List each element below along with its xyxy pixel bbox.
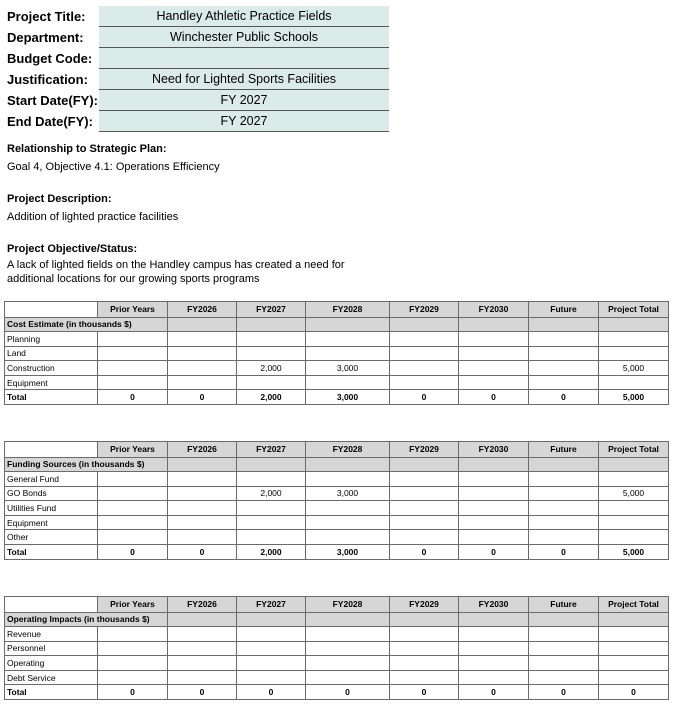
total-value: 0 [237, 685, 306, 700]
row-value [529, 472, 599, 487]
row-value [98, 472, 168, 487]
row-value [237, 346, 306, 361]
row-value [390, 375, 459, 390]
row-value [459, 375, 529, 390]
total-label: Total [5, 685, 98, 700]
row-value [306, 375, 390, 390]
table-row [5, 501, 669, 516]
row-value [459, 515, 529, 530]
row-value [237, 375, 306, 390]
row-value [237, 627, 306, 642]
row-value [98, 501, 168, 516]
section-title-filler [168, 457, 237, 472]
total-value: 0 [390, 390, 459, 405]
section-title-row [5, 612, 669, 627]
table-row [5, 472, 669, 487]
row-value [529, 332, 599, 347]
header-label: Project Title: [7, 8, 86, 24]
row-value [98, 656, 168, 671]
total-value: 0 [98, 545, 168, 560]
row-value: 3,000 [306, 486, 390, 501]
table-row [5, 346, 669, 361]
column-header: FY2026 [168, 302, 237, 318]
row-value [390, 346, 459, 361]
row-value [459, 486, 529, 501]
row-value [306, 501, 390, 516]
row-value [599, 501, 669, 516]
row-value [98, 627, 168, 642]
column-header: Project Total [599, 302, 669, 318]
section-title-filler [390, 457, 459, 472]
table-row [5, 361, 669, 376]
total-label: Total [5, 545, 98, 560]
total-value: 0 [529, 545, 599, 560]
row-value: 3,000 [306, 361, 390, 376]
section-title: Operating Impacts (in thousands $) [5, 612, 168, 627]
header-label: Budget Code: [7, 50, 93, 66]
section-title-filler [529, 612, 599, 627]
row-value [459, 656, 529, 671]
section-title-filler [529, 457, 599, 472]
column-header: Prior Years [98, 442, 168, 458]
section-title-filler [168, 317, 237, 332]
row-value [168, 501, 237, 516]
column-header: FY2029 [390, 597, 459, 613]
column-header: Future [529, 597, 599, 613]
total-value: 0 [168, 685, 237, 700]
total-value: 0 [98, 685, 168, 700]
row-label: Debt Service [5, 670, 98, 685]
project-objective-heading: Project Objective/Status: [7, 243, 138, 255]
total-value: 0 [459, 390, 529, 405]
total-value: 2,000 [237, 545, 306, 560]
row-value [306, 346, 390, 361]
section-title-filler [390, 317, 459, 332]
row-value [390, 641, 459, 656]
row-value [390, 486, 459, 501]
row-value [306, 627, 390, 642]
row-value [237, 332, 306, 347]
row-value [599, 670, 669, 685]
total-value: 0 [459, 545, 529, 560]
row-value [459, 472, 529, 487]
column-header: FY2029 [390, 442, 459, 458]
section-title: Funding Sources (in thousands $) [5, 457, 168, 472]
section-title-row [5, 317, 669, 332]
table-row [5, 375, 669, 390]
header-value: Handley Athletic Practice Fields [99, 6, 389, 27]
section-title-filler [237, 317, 306, 332]
header-row [6, 90, 389, 111]
header-value [99, 48, 389, 69]
total-value: 0 [529, 390, 599, 405]
row-value [390, 472, 459, 487]
row-label: GO Bonds [5, 486, 98, 501]
column-header: FY2027 [237, 442, 306, 458]
funding-sources-table [4, 441, 669, 560]
row-value [98, 641, 168, 656]
row-value [168, 515, 237, 530]
row-value [390, 361, 459, 376]
row-value [98, 346, 168, 361]
section-title-filler [306, 457, 390, 472]
total-value: 0 [599, 685, 669, 700]
row-value [98, 670, 168, 685]
column-header: FY2027 [237, 302, 306, 318]
row-label: Equipment [5, 375, 98, 390]
table-row [5, 627, 669, 642]
row-value [168, 656, 237, 671]
column-header: FY2027 [237, 597, 306, 613]
column-header-row [5, 302, 669, 318]
row-value [98, 486, 168, 501]
row-value [459, 670, 529, 685]
row-value [306, 332, 390, 347]
row-value [459, 332, 529, 347]
section-title-filler [529, 317, 599, 332]
row-value [306, 515, 390, 530]
row-value [168, 472, 237, 487]
column-header: FY2028 [306, 302, 390, 318]
total-value: 0 [168, 545, 237, 560]
row-value [599, 375, 669, 390]
row-value [459, 641, 529, 656]
row-value [98, 361, 168, 376]
row-value [529, 670, 599, 685]
row-value [390, 530, 459, 545]
section-title-filler [599, 457, 669, 472]
row-value [390, 501, 459, 516]
row-value [168, 332, 237, 347]
row-value [237, 501, 306, 516]
table-row [5, 656, 669, 671]
header-row [6, 6, 389, 27]
row-value [390, 656, 459, 671]
total-row [5, 390, 669, 405]
column-header: FY2029 [390, 302, 459, 318]
row-value: 2,000 [237, 361, 306, 376]
row-value [529, 346, 599, 361]
row-value [529, 515, 599, 530]
row-value [529, 361, 599, 376]
row-value [599, 346, 669, 361]
column-header: Prior Years [98, 302, 168, 318]
row-value [168, 530, 237, 545]
row-value [98, 515, 168, 530]
row-value [306, 656, 390, 671]
section-title-filler [459, 317, 529, 332]
row-value [168, 670, 237, 685]
table-row [5, 332, 669, 347]
column-header: FY2030 [459, 302, 529, 318]
column-header: Future [529, 442, 599, 458]
table-row [5, 670, 669, 685]
row-value [529, 641, 599, 656]
row-value [529, 501, 599, 516]
row-label: Equipment [5, 515, 98, 530]
row-value [390, 627, 459, 642]
row-value [599, 627, 669, 642]
total-value: 0 [390, 545, 459, 560]
project-objective-text: A lack of lighted fields on the Handley campus has created a need for additional locations for our growing sports programs [7, 259, 345, 285]
row-value [306, 472, 390, 487]
column-header: FY2030 [459, 442, 529, 458]
row-value [237, 472, 306, 487]
row-value: 5,000 [599, 361, 669, 376]
row-value [168, 346, 237, 361]
total-value: 0 [306, 685, 390, 700]
section-title-filler [459, 612, 529, 627]
section-title-filler [306, 612, 390, 627]
section-title-filler [599, 612, 669, 627]
row-label: Land [5, 346, 98, 361]
row-value: 5,000 [599, 486, 669, 501]
row-value [529, 375, 599, 390]
header-label: Justification: [7, 71, 88, 87]
section-title-filler [237, 612, 306, 627]
row-label: Planning [5, 332, 98, 347]
project-description-text: Addition of lighted practice facilities [7, 211, 179, 223]
section-title-filler [168, 612, 237, 627]
total-value: 0 [459, 685, 529, 700]
header-label: Start Date(FY): [7, 92, 99, 108]
row-value [599, 515, 669, 530]
row-value [599, 530, 669, 545]
row-label: Personnel [5, 641, 98, 656]
row-value [237, 641, 306, 656]
total-row [5, 545, 669, 560]
column-header: FY2030 [459, 597, 529, 613]
column-header: FY2028 [306, 597, 390, 613]
total-row [5, 685, 669, 700]
row-value [599, 332, 669, 347]
row-value [599, 472, 669, 487]
row-value [237, 515, 306, 530]
row-value [390, 515, 459, 530]
column-header: FY2026 [168, 442, 237, 458]
row-value [306, 641, 390, 656]
row-value [599, 641, 669, 656]
row-value [168, 641, 237, 656]
header-value: Winchester Public Schools [99, 27, 389, 48]
total-value: 0 [390, 685, 459, 700]
row-label: Other [5, 530, 98, 545]
header-row [6, 111, 389, 132]
total-value: 3,000 [306, 545, 390, 560]
row-value [529, 530, 599, 545]
row-value [459, 501, 529, 516]
row-value [306, 670, 390, 685]
row-value [98, 530, 168, 545]
row-value [529, 486, 599, 501]
row-value [529, 627, 599, 642]
total-value: 0 [529, 685, 599, 700]
row-label: General Fund [5, 472, 98, 487]
row-label: Revenue [5, 627, 98, 642]
operating-impacts-table [4, 596, 669, 700]
header-row [6, 27, 389, 48]
table-row [5, 530, 669, 545]
row-value [599, 656, 669, 671]
row-value [459, 346, 529, 361]
row-value [168, 361, 237, 376]
header-row [6, 48, 389, 69]
cost-estimate-table [4, 301, 669, 405]
header-value: Need for Lighted Sports Facilities [99, 69, 389, 90]
row-value [459, 627, 529, 642]
row-value [306, 530, 390, 545]
row-value [98, 375, 168, 390]
header-row [6, 69, 389, 90]
table-row [5, 515, 669, 530]
row-value: 2,000 [237, 486, 306, 501]
total-value: 3,000 [306, 390, 390, 405]
section-title-filler [459, 457, 529, 472]
header-blank-cell [5, 442, 98, 458]
row-value [237, 656, 306, 671]
section-title-filler [237, 457, 306, 472]
row-label: Utilities Fund [5, 501, 98, 516]
strategic-plan-text: Goal 4, Objective 4.1: Operations Efficiency [7, 161, 220, 173]
column-header-row [5, 597, 669, 613]
section-title-filler [390, 612, 459, 627]
column-header: Future [529, 302, 599, 318]
header-label: End Date(FY): [7, 113, 93, 129]
project-header [6, 6, 389, 132]
total-value: 5,000 [599, 545, 669, 560]
row-value [237, 530, 306, 545]
row-value [168, 486, 237, 501]
section-title-filler [599, 317, 669, 332]
column-header: Project Total [599, 442, 669, 458]
row-value [390, 670, 459, 685]
total-value: 2,000 [237, 390, 306, 405]
strategic-plan-heading: Relationship to Strategic Plan: [7, 143, 167, 155]
section-title-filler [306, 317, 390, 332]
total-value: 0 [98, 390, 168, 405]
row-value [237, 670, 306, 685]
row-value [459, 361, 529, 376]
table-row [5, 641, 669, 656]
row-value [168, 627, 237, 642]
column-header: FY2026 [168, 597, 237, 613]
table-row [5, 486, 669, 501]
row-value [529, 656, 599, 671]
project-description-heading: Project Description: [7, 193, 112, 205]
header-label: Department: [7, 29, 84, 45]
row-value [168, 375, 237, 390]
column-header: FY2028 [306, 442, 390, 458]
total-value: 5,000 [599, 390, 669, 405]
header-blank-cell [5, 302, 98, 318]
header-blank-cell [5, 597, 98, 613]
row-value [98, 332, 168, 347]
total-value: 0 [168, 390, 237, 405]
column-header: Prior Years [98, 597, 168, 613]
column-header-row [5, 442, 669, 458]
section-title-row [5, 457, 669, 472]
row-value [459, 530, 529, 545]
header-value: FY 2027 [99, 90, 389, 111]
column-header: Project Total [599, 597, 669, 613]
row-label: Operating [5, 656, 98, 671]
section-title: Cost Estimate (in thousands $) [5, 317, 168, 332]
row-value [390, 332, 459, 347]
header-value: FY 2027 [99, 111, 389, 132]
row-label: Construction [5, 361, 98, 376]
total-label: Total [5, 390, 98, 405]
